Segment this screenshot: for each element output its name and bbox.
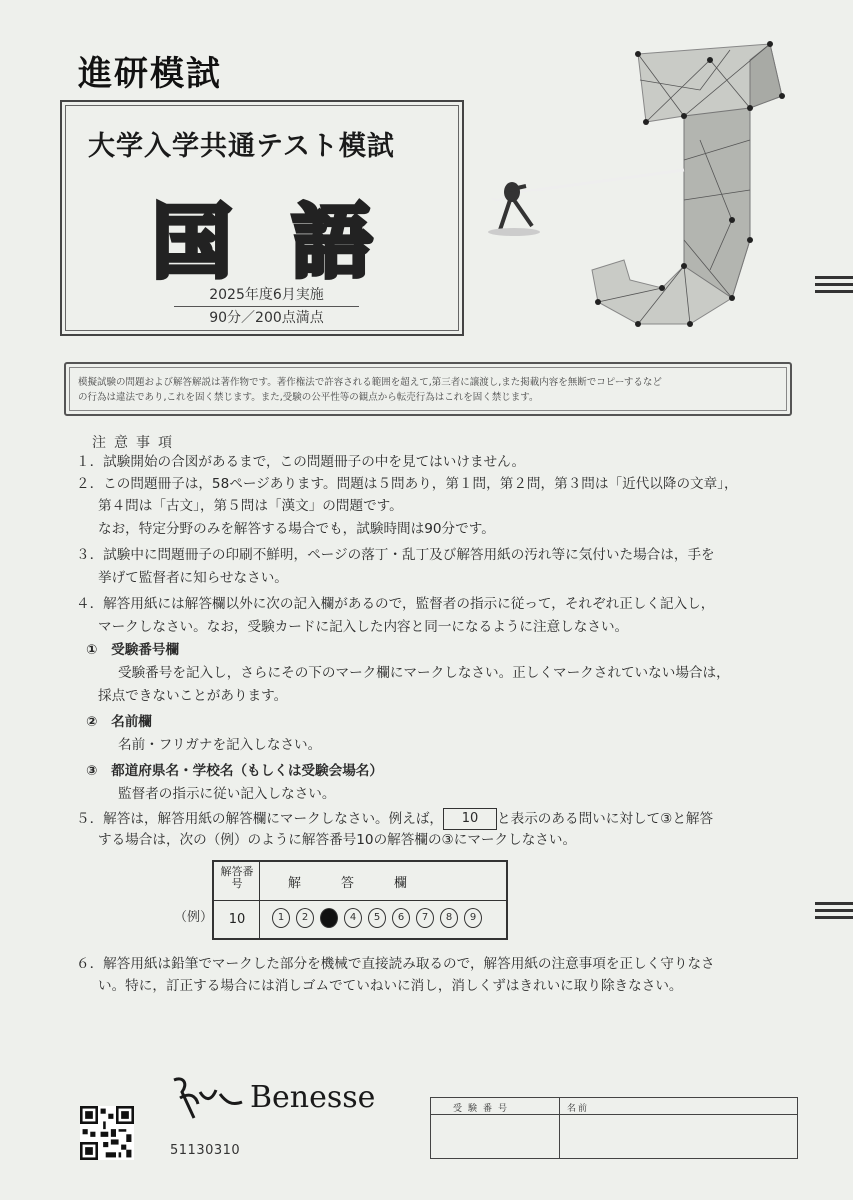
note-4-sub-2-body: 名前・フリガナを記入しなさい。 bbox=[118, 737, 322, 753]
example-label: （例） bbox=[174, 910, 214, 925]
subject-title: 国語 bbox=[152, 196, 432, 289]
note-4-sub-1-body: 採点できないことがあります。 bbox=[98, 688, 288, 704]
answer-bubble: 2 bbox=[296, 908, 314, 928]
note-3: ３．試験中に問題冊子の印刷不鮮明，ページの落丁・乱丁及び解答用紙の汚れ等に気付いた場合は，手を bbox=[76, 547, 715, 563]
note-4-sub-3-body: 監督者の指示に従い記入しなさい。 bbox=[118, 786, 336, 802]
note-4-sub-1: ① 受験番号欄 bbox=[86, 642, 180, 658]
answer-bubble: 9 bbox=[464, 908, 482, 928]
note-1: １．試験開始の合図があるまで，この問題冊子の中を見てはいけません。 bbox=[76, 454, 526, 470]
note-5-cont: する場合は，次の（例）のように解答番号10の解答欄の③にマークしなさい。 bbox=[98, 832, 577, 848]
note-4: ４．解答用紙には解答欄以外に次の記入欄があるので，監督者の指示に従って，それぞれ正しく記入し， bbox=[76, 596, 715, 612]
copyright-notice: 模擬試験の問題および解答解説は著作物です。著作権法で許容される範囲を超えて,第三者に譲渡し,また掲載内容を無断でコピーするなど の行為は違法であり,これを固く禁じます。また,受験の公平性等の観点から転売行為はこれを固く禁じます。 bbox=[64, 362, 792, 416]
j-logo-illustration-icon bbox=[470, 40, 810, 340]
answer-bubble: 3 bbox=[320, 908, 338, 928]
note-4-sub-2: ② 名前欄 bbox=[86, 714, 152, 730]
benesse-mark-icon bbox=[170, 1072, 250, 1122]
title-box bbox=[60, 100, 464, 336]
note-6: ６．解答用紙は鉛筆でマークした部分を機械で直接読み取るので，解答用紙の注意事項を正しく守りなさ bbox=[76, 956, 715, 972]
note-5: ５．解答は，解答用紙の解答欄にマークしなさい。例えば， 10 と表示のある問いに対して③と解答 bbox=[76, 808, 713, 830]
note-2-cont: なお，特定分野のみを解答する場合でも，試験時間は90分です。 bbox=[98, 521, 495, 537]
document-code: 51130310 bbox=[170, 1143, 241, 1158]
note-4-sub-1-body: 受験番号を記入し，さらにその下のマーク欄にマークしなさい。正しくマークされていない場合は， bbox=[118, 665, 730, 681]
note-3-cont: 挙げて監督者に知らせなさい。 bbox=[98, 570, 288, 586]
company-name: Benesse bbox=[250, 1080, 376, 1115]
name-label: 名前 bbox=[567, 1104, 590, 1114]
answer-number-header: 解答番号 bbox=[220, 865, 254, 891]
answer-bubble: 8 bbox=[440, 908, 458, 928]
answer-bubble: 5 bbox=[368, 908, 386, 928]
answer-column-header: 解答欄 bbox=[288, 876, 448, 891]
exam-date: 2025年度6月実施 bbox=[174, 284, 359, 307]
exam-number-label: 受験番号 bbox=[453, 1104, 514, 1114]
exam-subtitle: 大学入学共通テスト模試 bbox=[88, 131, 395, 162]
edge-registration-mark bbox=[815, 276, 853, 297]
answer-bubble: 1 bbox=[272, 908, 290, 928]
note-4-sub-3: ③ 都道府県名・学校名（もしくは受験会場名） bbox=[86, 763, 383, 779]
edge-registration-mark bbox=[815, 902, 853, 923]
answer-number: 10 bbox=[228, 912, 246, 927]
brand-title: 進研模試 bbox=[78, 54, 222, 94]
answer-bubble: 7 bbox=[416, 908, 434, 928]
notes-heading: 注意事項 bbox=[92, 435, 180, 451]
qr-code-icon bbox=[80, 1106, 134, 1160]
examinee-id-box bbox=[430, 1097, 798, 1159]
answer-bubble: 4 bbox=[344, 908, 362, 928]
note-2: ２．この問題冊子は，58ページあります。問題は５問あり，第１問，第２問，第３問は「近代以降の文章」， bbox=[76, 476, 738, 492]
answer-number-box: 10 bbox=[443, 808, 497, 830]
benesse-logo bbox=[170, 1072, 376, 1126]
answer-example-table bbox=[212, 860, 508, 940]
exam-duration-score: 90分／200点満点 bbox=[209, 310, 324, 326]
note-4-cont: マークしなさい。なお，受験カードに記入した内容と同一になるように注意しなさい。 bbox=[98, 619, 629, 635]
answer-bubbles bbox=[272, 908, 482, 928]
answer-bubble: 6 bbox=[392, 908, 410, 928]
note-6-cont: い。特に，訂正する場合には消しゴムでていねいに消し，消しくずはきれいに取り除きなさい。 bbox=[98, 978, 683, 994]
note-2-cont: 第４問は「古文」，第５問は「漢文」の問題です。 bbox=[98, 498, 403, 514]
